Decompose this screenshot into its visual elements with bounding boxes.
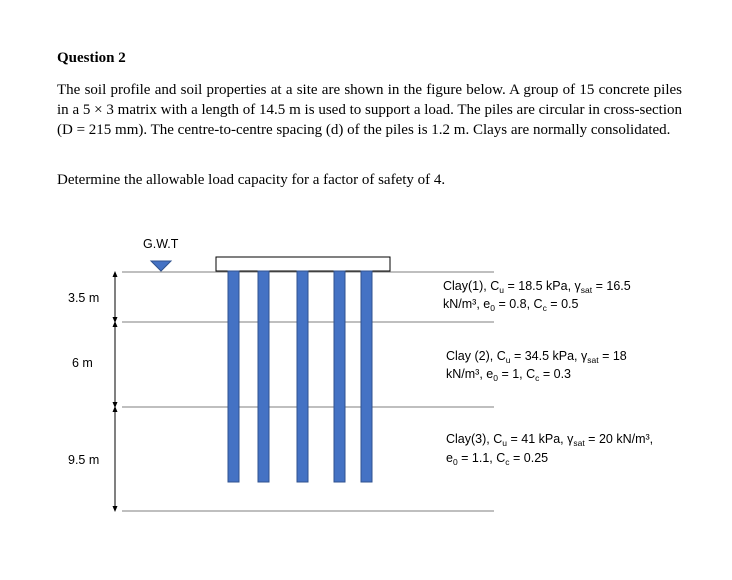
depth-label-layer-2: 6 m: [72, 356, 93, 370]
depth-label-layer-3: 9.5 m: [68, 453, 100, 467]
dim-arrow-top: [113, 271, 118, 277]
layer-1-properties-line-1: Clay(1), $C_u = 18.5$ kPa, $\gamma_{sat} = 16.5$: [443, 279, 631, 295]
dim-arrow-bottom: [113, 506, 118, 512]
question-task: Determine the allowable load capacity for a factor of safety of 4.: [57, 172, 446, 188]
pile-cap: [216, 257, 390, 271]
gwt-triangle-icon: [151, 261, 171, 271]
layer-2-properties-line-2: kN/m³, $e_0 = 1$, $C_c = 0.3$: [446, 367, 572, 383]
layer-2-properties-line-1: Clay (2), $C_u = 34.5$ kPa, $\gamma_{sat} = 18$: [446, 349, 627, 365]
question-title: Question 2: [57, 50, 126, 66]
layer-3-properties-line-2: $e_0 = 1.1$, $C_c = 0.25$: [446, 451, 549, 467]
depth-label-layer-1: 3.5 m: [68, 291, 100, 305]
layer-3-properties-line-1: Clay(3), $C_u = 41$ kPa, $\gamma_{sat} = 20$ kN/m³,: [446, 432, 654, 448]
dim-arrow-2b: [113, 406, 118, 412]
pile: [258, 271, 269, 482]
pile: [228, 271, 239, 482]
pile: [361, 271, 372, 482]
layer-1-properties-line-2: kN/m³, $e_0 = 0.8$, $C_c = 0.5$: [443, 297, 579, 313]
gwt-label: G.W.T: [143, 237, 179, 251]
pile: [297, 271, 308, 482]
question-body: The soil profile and soil properties at a site are shown in the figure below. A group of 15 concrete piles in a 5 × 3 matrix with a length of 14.5 m is used to support a load. The piles are circular in cross-section (D = 215 mm). The centre-to-centre spacing (d) of the piles is 1.2 m. Clays are normally consolidated.: [57, 82, 682, 138]
dim-arrow-1b: [113, 321, 118, 327]
pile: [334, 271, 345, 482]
